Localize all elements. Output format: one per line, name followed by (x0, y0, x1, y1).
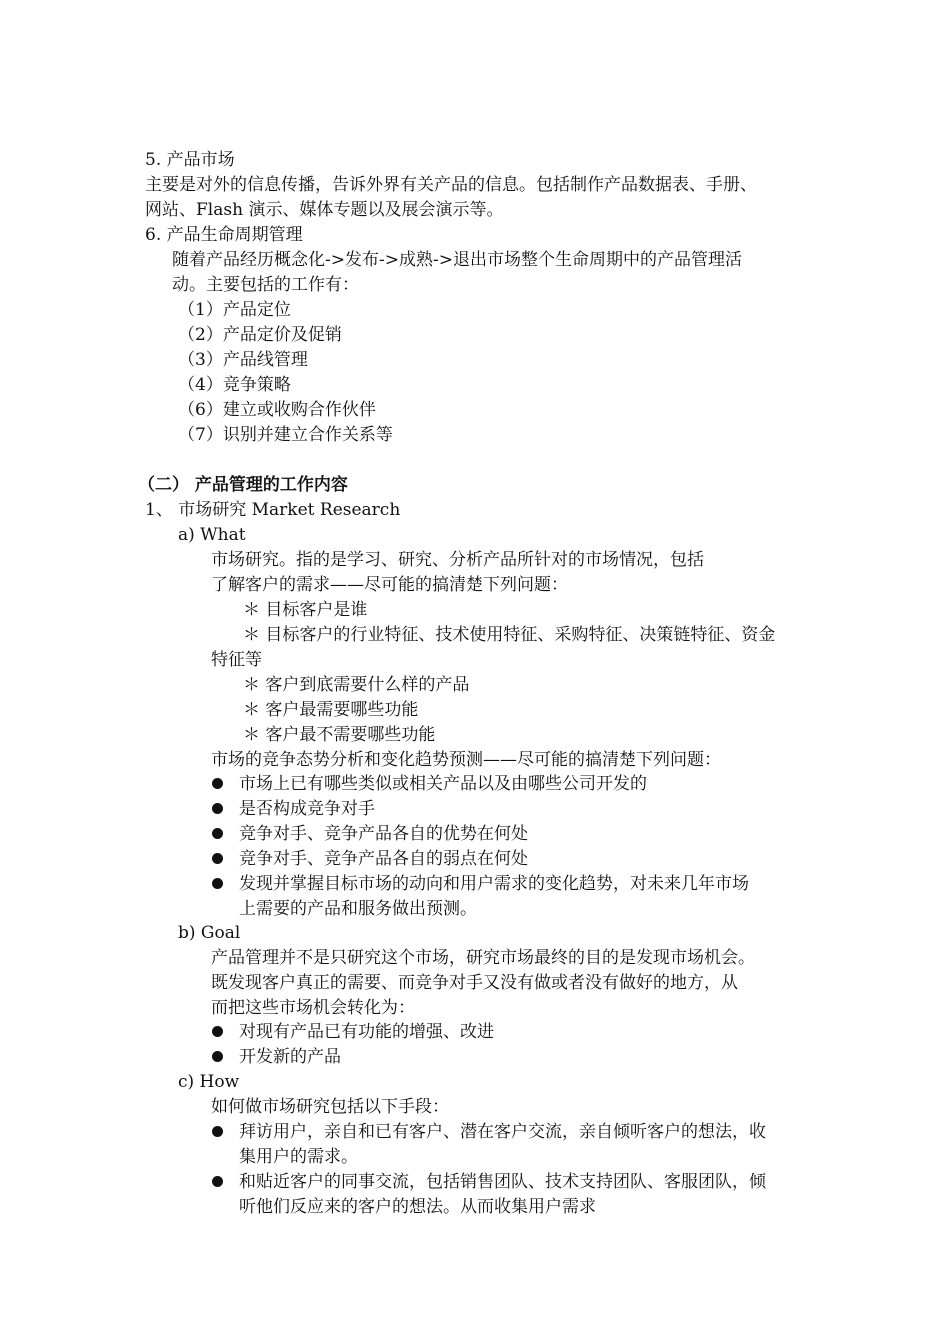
bullet-icon (212, 778, 223, 789)
paragraph-line: 而把这些市场机会转化为： (211, 998, 415, 1018)
section-6-title: 6. 产品生命周期管理 (145, 225, 303, 245)
bullet-item: 竞争对手、竞争产品各自的优势在何处 (239, 824, 528, 844)
star-item: ＊ 客户最需要哪些功能 (243, 700, 419, 720)
bullet-item: 竞争对手、竞争产品各自的弱点在何处 (239, 849, 528, 869)
paragraph-line: 网站、Flash 演示、媒体专题以及展会演示等。 (145, 200, 504, 220)
list-item: （1）产品定位 (178, 300, 291, 320)
paragraph-line: 产品管理并不是只研究这个市场，研究市场最终的目的是发现市场机会。 (211, 948, 755, 968)
bullet-icon (212, 853, 223, 864)
list-item: （7）识别并建立合作关系等 (178, 425, 393, 445)
bullet-item: 发现并掌握目标市场的动向和用户需求的变化趋势，对未来几年市场 (239, 874, 749, 894)
bullet-item: 开发新的产品 (239, 1047, 341, 1067)
bullet-icon (212, 1026, 223, 1037)
paragraph-line: 主要是对外的信息传播，告诉外界有关产品的信息。包括制作产品数据表、手册、 (145, 175, 757, 195)
bullet-item-continuation: 上需要的产品和服务做出预测。 (239, 899, 477, 919)
list-item: （3）产品线管理 (178, 350, 308, 370)
sub-item-c-label: c) How (178, 1072, 240, 1092)
bullet-icon (212, 828, 223, 839)
section-heading: （二） 产品管理的工作内容 (138, 475, 348, 495)
paragraph-line: 如何做市场研究包括以下手段： (211, 1097, 449, 1117)
list-item: （4）竞争策略 (178, 375, 291, 395)
section-5-title: 5. 产品市场 (145, 150, 235, 170)
list-item: （2）产品定价及促销 (178, 325, 342, 345)
bullet-icon (212, 1176, 223, 1187)
bullet-item: 拜访用户，亲自和已有客户、潜在客户交流，亲自倾听客户的想法，收 (239, 1122, 766, 1142)
paragraph-line: 动。主要包括的工作有： (172, 275, 359, 295)
bullet-item: 是否构成竞争对手 (239, 799, 375, 819)
bullet-item: 市场上已有哪些类似或相关产品以及由哪些公司开发的 (239, 774, 647, 794)
bullet-item: 和贴近客户的同事交流，包括销售团队、技术支持团队、客服团队，倾 (239, 1172, 766, 1192)
bullet-item-continuation: 听他们反应来的客户的想法。从而收集用户需求 (239, 1197, 596, 1217)
sub-item-a-label: a) What (178, 525, 246, 545)
bullet-icon (212, 803, 223, 814)
star-item: ＊ 目标客户是谁 (243, 600, 368, 620)
star-item: ＊ 目标客户的行业特征、技术使用特征、采购特征、决策链特征、资金 (243, 625, 776, 645)
paragraph-line: 既发现客户真正的需要、而竞争对手又没有做或者没有做好的地方，从 (211, 973, 738, 993)
paragraph-line: 市场研究。指的是学习、研究、分析产品所针对的市场情况，包括 (211, 550, 704, 570)
sub-item-b-label: b) Goal (178, 923, 241, 943)
paragraph-line: 随着产品经历概念化->发布->成熟->退出市场整个生命周期中的产品管理活 (172, 250, 742, 270)
star-item-continuation: 特征等 (211, 650, 262, 670)
star-item: ＊ 客户到底需要什么样的产品 (243, 675, 470, 695)
star-item: ＊ 客户最不需要哪些功能 (243, 725, 436, 745)
bullet-icon (212, 1126, 223, 1137)
bullet-item: 对现有产品已有功能的增强、改进 (239, 1022, 494, 1042)
paragraph-line: 市场的竞争态势分析和变化趋势预测——尽可能的搞清楚下列问题： (211, 750, 721, 770)
bullet-icon (212, 1051, 223, 1062)
bullet-item-continuation: 集用户的需求。 (239, 1147, 358, 1167)
list-item: （6）建立或收购合作伙伴 (178, 400, 376, 420)
item-1-title: 1、 市场研究 Market Research (145, 500, 401, 520)
paragraph-line: 了解客户的需求——尽可能的搞清楚下列问题： (211, 575, 568, 595)
bullet-icon (212, 878, 223, 889)
